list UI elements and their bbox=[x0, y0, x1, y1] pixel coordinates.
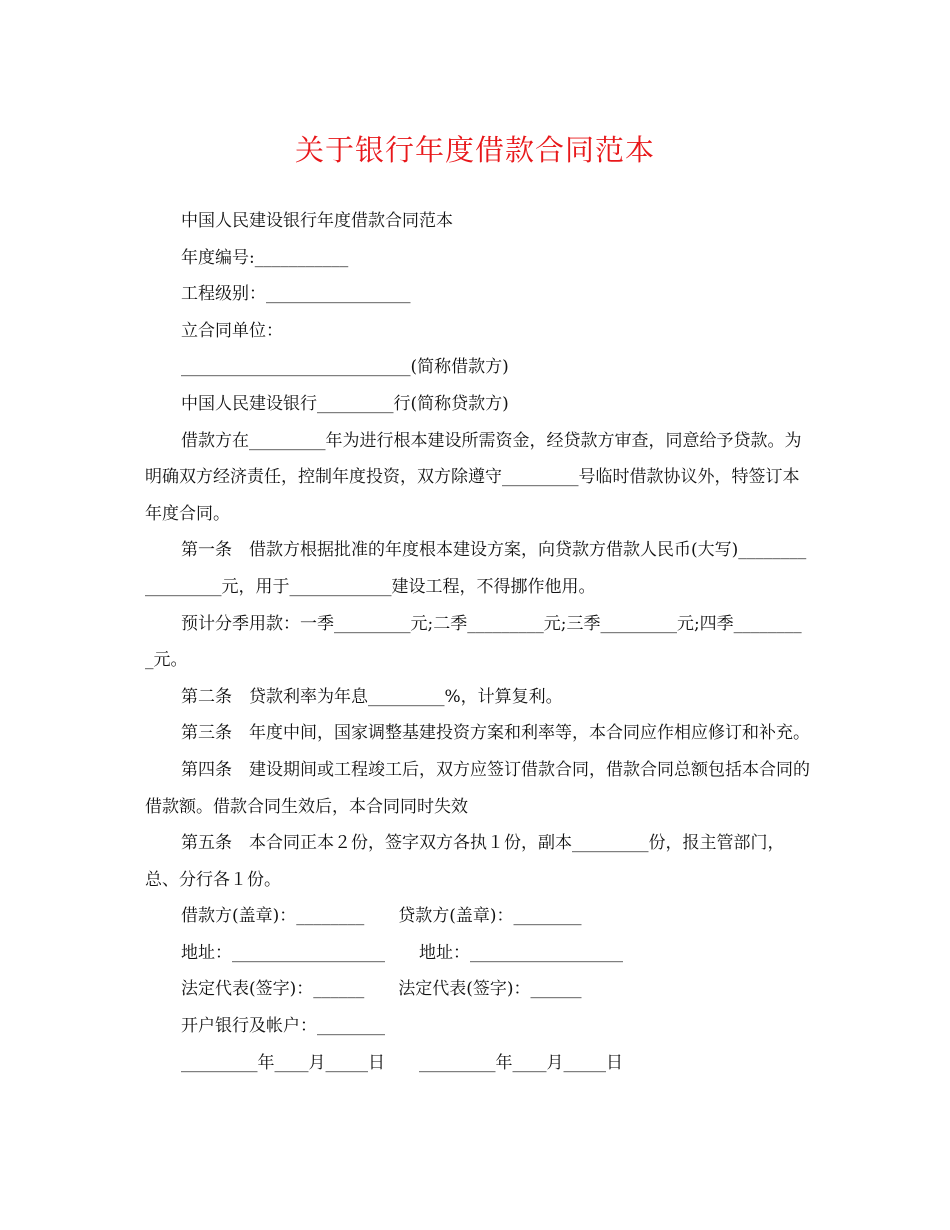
paragraph-article-1: 第一条 借款方根据批准的年度根本建设方案，向贷款方借款人民币(大写)_________________元，用于____________建设工程，不得挪作他用。 bbox=[145, 540, 807, 597]
paragraph-borrower: ___________________________(简称借款方) bbox=[181, 357, 509, 378]
paragraph-legal-representatives: 法定代表(签字)：______ 法定代表(签字)：______ bbox=[181, 979, 582, 1000]
paragraph-contracting-units: 立合同单位： bbox=[181, 320, 283, 341]
paragraph-seals: 借款方(盖章)：________ 贷款方(盖章)：________ bbox=[181, 906, 582, 927]
paragraph-project-level: 工程级别：_________________ bbox=[181, 284, 411, 305]
paragraph-dates: _________年____月_____日 _________年____月_____日 bbox=[181, 1052, 623, 1073]
paragraph-addresses: 地址：__________________ 地址：__________________ bbox=[181, 942, 623, 963]
paragraph-article-3: 第三条 年度中间，国家调整基建投资方案和利率等，本合同应作相应修订和补充。 bbox=[181, 723, 810, 744]
paragraph-contract-name: 中国人民建设银行年度借款合同范本 bbox=[181, 211, 453, 231]
paragraph-article-4: 第四条 建设期间或工程竣工后，双方应签订借款合同，借款合同总额包括本合同的借款额。借款合同生效后，本合同同时失效 bbox=[145, 759, 810, 817]
paragraph-bank-account: 开户银行及帐户：________ bbox=[181, 1016, 385, 1037]
document-body bbox=[145, 203, 810, 1081]
paragraph-article-2: 第二条 贷款利率为年息_________%，计算复利。 bbox=[181, 686, 563, 707]
paragraph-lender: 中国人民建设银行_________行(简称贷款方) bbox=[181, 393, 509, 414]
paragraph-quarterly-usage: 预计分季用款：一季_________元;二季_________元;三季_________元;四季_________元。 bbox=[145, 613, 802, 671]
document-title: 关于银行年度借款合同范本 bbox=[294, 133, 655, 167]
paragraph-preamble: 借款方在_________年为进行根本建设所需资金，经贷款方审查，同意给予贷款。为明确双方经济责任，控制年度投资，双方除遵守_________号临时借款协议外，特签订本年度合同。 bbox=[145, 430, 802, 524]
paragraph-article-5: 第五条 本合同正本２份，签字双方各执１份，副本_________份，报主管部门，总、分行各１份。 bbox=[145, 833, 785, 890]
paragraph-annual-number: 年度编号:___________ bbox=[181, 247, 349, 268]
